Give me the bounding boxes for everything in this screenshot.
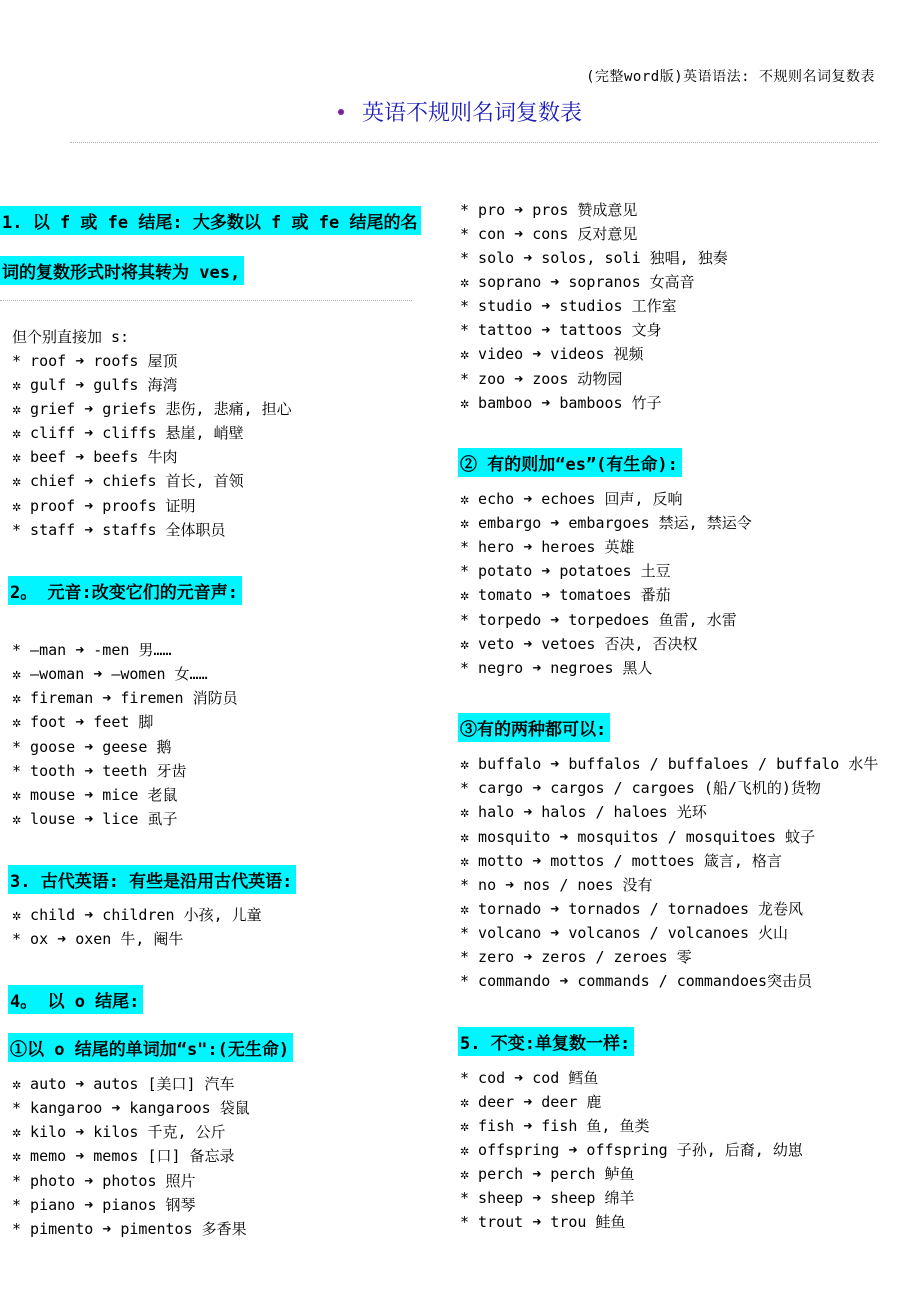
list-item: ✲ buffalo ➜ buffalos / buffaloes / buffalo 水牛 xyxy=(460,755,879,773)
list-item: * negro ➜ negroes 黑人 xyxy=(460,659,653,677)
list-item: ✲ bamboo ➜ bamboos 竹子 xyxy=(460,394,662,412)
section-5-heading: 5. 不变:单复数一样: xyxy=(458,1027,634,1056)
list-item: * commando ➜ commands / commandoes突击员 xyxy=(460,972,813,990)
list-item: ✲ echo ➜ echoes 回声, 反响 xyxy=(460,490,683,508)
list-item: * studio ➜ studios 工作室 xyxy=(460,297,677,315)
list-item: ✲ chief ➜ chiefs 首长, 首领 xyxy=(12,472,244,490)
list-item: * piano ➜ pianos 钢琴 xyxy=(12,1196,196,1214)
section-1-divider xyxy=(0,300,412,301)
section-1-note: 但个别直接加 s: xyxy=(12,328,130,346)
list-item: ✲ embargo ➜ embargoes 禁运, 禁运令 xyxy=(460,514,752,532)
list-item: * —man ➜ -men 男…… xyxy=(12,641,172,659)
list-item: ✲ kilo ➜ kilos 千克, 公斤 xyxy=(12,1123,226,1141)
list-item: * tattoo ➜ tattoos 文身 xyxy=(460,321,662,339)
list-item: * roof ➜ roofs 屋顶 xyxy=(12,352,178,370)
list-item: * sheep ➜ sheep 绵羊 xyxy=(460,1189,635,1207)
list-item: * tooth ➜ teeth 牙齿 xyxy=(12,762,187,780)
list-item: ✲ beef ➜ beefs 牛肉 xyxy=(12,448,178,466)
list-item: ✲ video ➜ videos 视频 xyxy=(460,345,644,363)
list-item: * photo ➜ photos 照片 xyxy=(12,1172,196,1190)
list-item: * zero ➜ zeros / zeroes 零 xyxy=(460,948,692,966)
list-item: * pimento ➜ pimentos 多香果 xyxy=(12,1220,247,1238)
list-item: ✲ child ➜ children 小孩, 儿童 xyxy=(12,906,262,924)
section-4a-heading: ①以 o 结尾的单词加“s":(无生命) xyxy=(8,1033,293,1062)
list-item: ✲ motto ➜ mottos / mottoes 箴言, 格言 xyxy=(460,852,782,870)
list-item: * trout ➜ trou 鲑鱼 xyxy=(460,1213,626,1231)
section-1-heading-line-2: 词的复数形式时将其转为 ves, xyxy=(0,256,244,285)
section-4c-heading: ③有的两种都可以: xyxy=(458,713,610,742)
list-item: ✲ proof ➜ proofs 证明 xyxy=(12,497,196,515)
list-item: ✲ tomato ➜ tomatoes 番茄 xyxy=(460,586,671,604)
list-item: * zoo ➜ zoos 动物园 xyxy=(460,370,623,388)
list-item: * ox ➜ oxen 牛, 阉牛 xyxy=(12,930,184,948)
section-4b-heading: ② 有的则加“es”(有生命): xyxy=(458,448,682,477)
list-item: * con ➜ cons 反对意见 xyxy=(460,225,638,243)
list-item: ✲ deer ➜ deer 鹿 xyxy=(460,1093,602,1111)
list-item: * cod ➜ cod 鳕鱼 xyxy=(460,1069,599,1087)
list-item: ✲ cliff ➜ cliffs 悬崖, 峭壁 xyxy=(12,424,244,442)
list-item: ✲ offspring ➜ offspring 子孙, 后裔, 幼崽 xyxy=(460,1141,803,1159)
list-item: * goose ➜ geese 鹅 xyxy=(12,738,172,756)
section-3-heading: 3. 古代英语: 有些是沿用古代英语: xyxy=(8,865,296,894)
header-note: (完整word版)英语语法: 不规则名词复数表 xyxy=(586,69,875,85)
list-item: * no ➜ nos / noes 没有 xyxy=(460,876,653,894)
list-item: ✲ foot ➜ feet 脚 xyxy=(12,713,154,731)
page-title: 英语不规则名词复数表 xyxy=(361,101,582,126)
list-item: * solo ➜ solos, soli 独唱, 独奏 xyxy=(460,249,728,267)
list-item: ✲ fireman ➜ firemen 消防员 xyxy=(12,689,238,707)
list-item: ✲ auto ➜ autos [美口] 汽车 xyxy=(12,1075,235,1093)
list-item: ✲ halo ➜ halos / haloes 光环 xyxy=(460,803,707,821)
list-item: * volcano ➜ volcanos / volcanoes 火山 xyxy=(460,924,789,942)
list-item: ✲ grief ➜ griefs 悲伤, 悲痛, 担心 xyxy=(12,400,292,418)
list-item: * kangaroo ➜ kangaroos 袋鼠 xyxy=(12,1099,250,1117)
list-item: ✲ memo ➜ memos [口] 备忘录 xyxy=(12,1147,235,1165)
list-item: ✲ soprano ➜ sopranos 女高音 xyxy=(460,273,695,291)
list-item: * potato ➜ potatoes 土豆 xyxy=(460,562,671,580)
list-item: ✲ tornado ➜ tornados / tornadoes 龙卷风 xyxy=(460,900,804,918)
list-item: * staff ➜ staffs 全体职员 xyxy=(12,521,226,539)
list-item: ✲ gulf ➜ gulfs 海湾 xyxy=(12,376,178,394)
list-item: ✲ louse ➜ lice 虱子 xyxy=(12,810,178,828)
list-item: * pro ➜ pros 赞成意见 xyxy=(460,201,638,219)
title-divider xyxy=(70,142,878,143)
section-1-heading-line-1: 1. 以 f 或 fe 结尾: 大多数以 f 或 fe 结尾的名 xyxy=(0,206,421,235)
section-4-heading: 4。 以 o 结尾: xyxy=(8,985,143,1014)
list-item: ✲ mosquito ➜ mosquitos / mosquitoes 蚊子 xyxy=(460,828,816,846)
list-item: ✲ fish ➜ fish 鱼, 鱼类 xyxy=(460,1117,650,1135)
title-row xyxy=(0,96,920,127)
list-item: ✲ perch ➜ perch 鲈鱼 xyxy=(460,1165,635,1183)
section-2-heading: 2。 元音:改变它们的元音声: xyxy=(8,576,242,605)
list-item: ✲ veto ➜ vetoes 否决, 否决权 xyxy=(460,635,698,653)
list-item: ✲ —woman ➜ —women 女…… xyxy=(12,665,208,683)
list-item: * cargo ➜ cargos / cargoes (船/飞机的)货物 xyxy=(460,779,821,797)
list-item: * hero ➜ heroes 英雄 xyxy=(460,538,635,556)
list-item: * torpedo ➜ torpedoes 鱼雷, 水雷 xyxy=(460,611,737,629)
bullet-dot-icon xyxy=(338,109,344,115)
list-item: ✲ mouse ➜ mice 老鼠 xyxy=(12,786,178,804)
